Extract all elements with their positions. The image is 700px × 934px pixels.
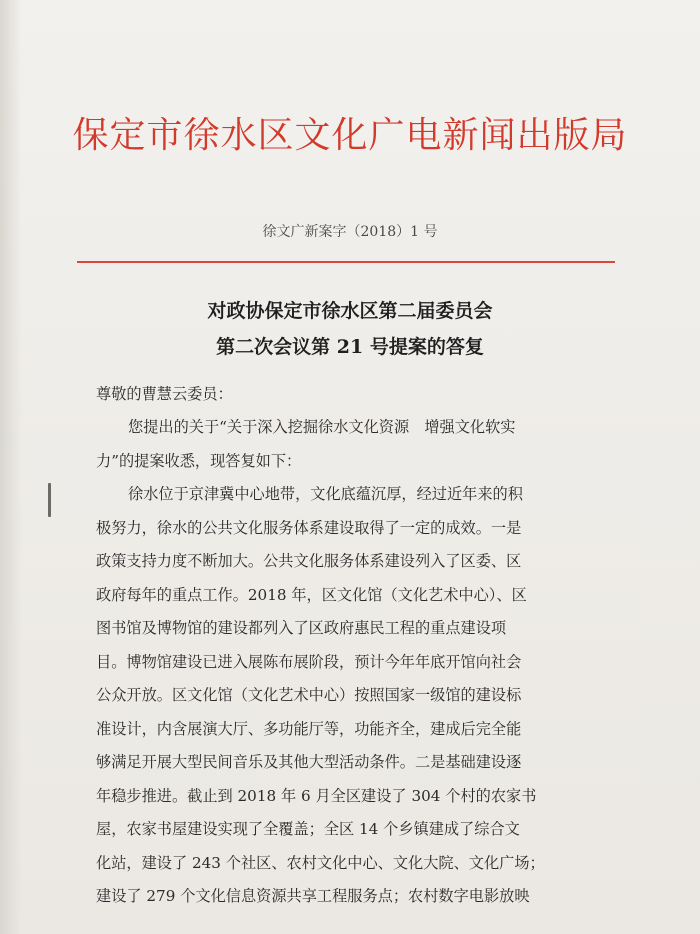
document-heading-line-2: 第二次会议第 21 号提案的答复	[216, 336, 484, 358]
body-line: 徐水位于京津冀中心地带，文化底蕴沉厚，经过近年来的积	[128, 485, 523, 503]
body-line: 力”的提案收悉，现答复如下：	[96, 452, 302, 470]
document-number: 徐文广新案字（2018）1 号	[262, 224, 438, 240]
body-line: 够满足开展大型民间音乐及其他大型活动条件。二是基础建设逐	[96, 753, 522, 771]
organization-letterhead: 保定市徐水区文化广电新闻出版局	[72, 115, 628, 156]
body-line: 化站，建设了 243 个社区、农村文化中心、文化大院、文化广场；	[96, 854, 545, 872]
document-heading-line-1: 对政协保定市徐水区第二届委员会	[207, 300, 493, 322]
body-line: 年稳步推进。截止到 2018 年 6 月全区建设了 304 个村的农家书	[96, 787, 537, 805]
body-line: 准设计，内含展演大厅、多功能厅等，功能齐全，建成后完全能	[96, 720, 522, 738]
body-line: 政策支持力度不断加大。公共文化服务体系建设列入了区委、区	[96, 552, 522, 570]
body-line: 目。博物馆建设已进入展陈布展阶段，预计今年年底开馆向社会	[96, 653, 522, 671]
body-line: 建设了 279 个文化信息资源共享工程服务点；农村数字电影放映	[96, 887, 530, 905]
red-divider-line	[77, 261, 615, 263]
salutation: 尊敬的曹慧云委员：	[96, 385, 233, 403]
body-line: 极努力，徐水的公共文化服务体系建设取得了一定的成效。一是	[96, 519, 522, 537]
body-line: 图书馆及博物馆的建设都列入了区政府惠民工程的重点建设项	[96, 619, 507, 637]
body-line: 政府每年的重点工作。2018 年，区文化馆（文化艺术中心）、区	[96, 586, 527, 604]
binding-mark	[48, 483, 51, 517]
body-line: 屋，农家书屋建设实现了全覆盖；全区 14 个乡镇建成了综合文	[96, 820, 520, 838]
body-line: 公众开放。区文化馆（文化艺术中心）按照国家一级馆的建设标	[96, 686, 522, 704]
body-line: 您提出的关于“关于深入挖掘徐水文化资源 增强文化软实	[128, 418, 516, 436]
